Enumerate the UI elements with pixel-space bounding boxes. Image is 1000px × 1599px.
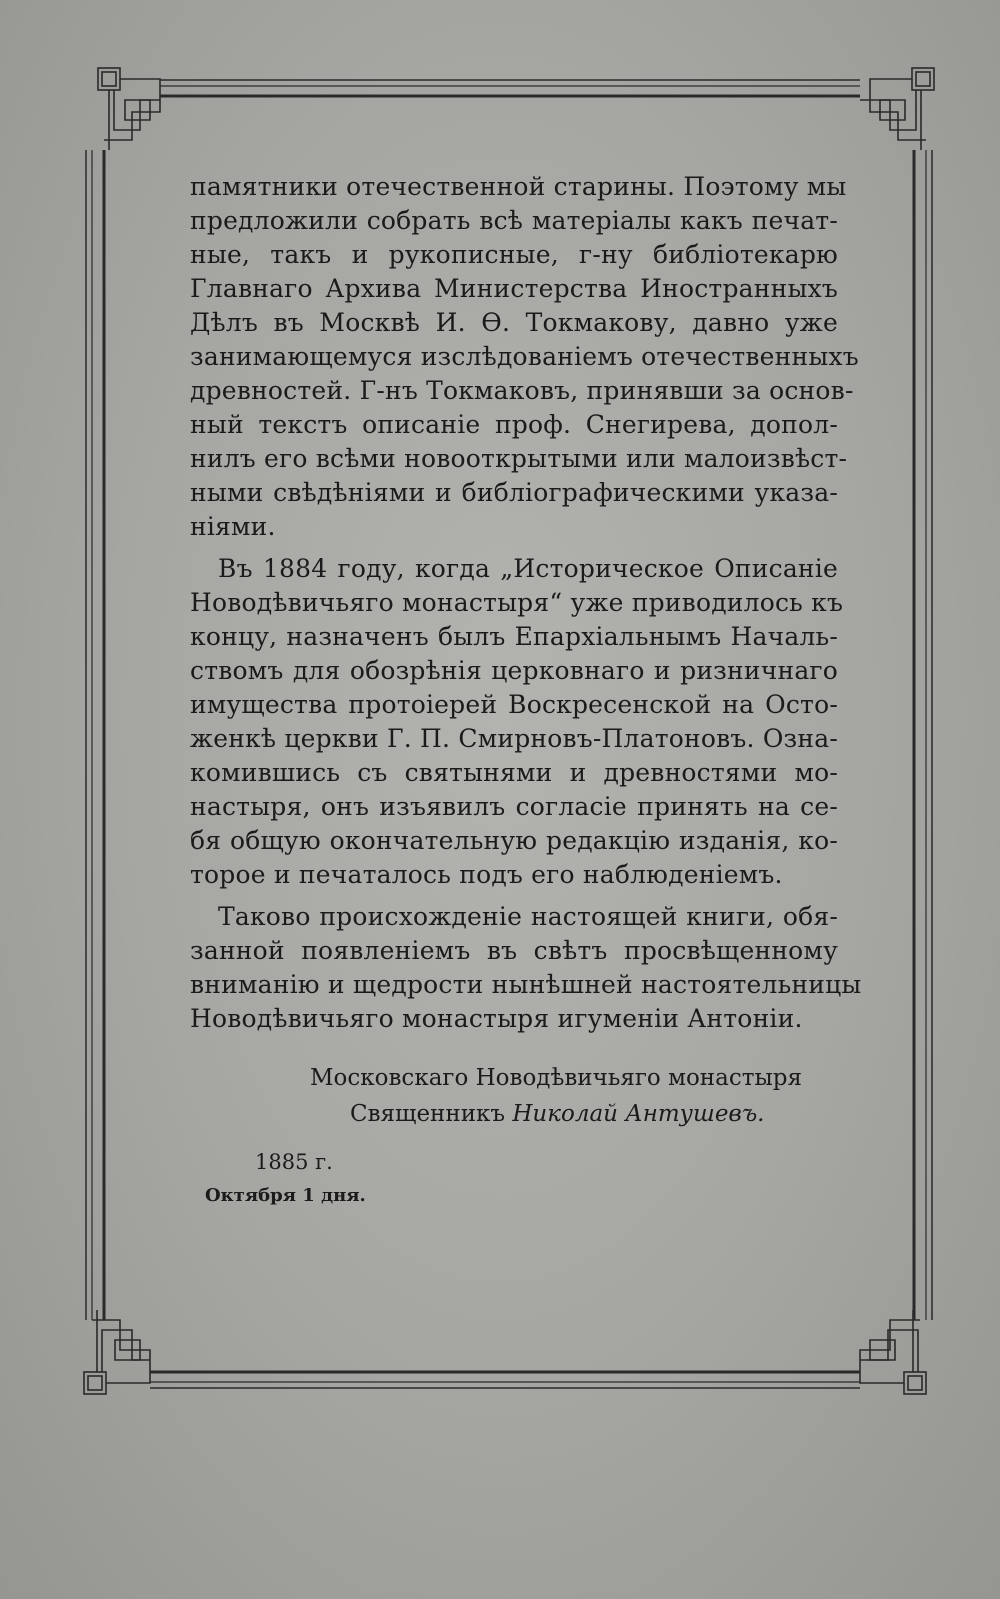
text-line: ніями. (190, 512, 276, 541)
paragraph-3 (190, 900, 862, 1036)
signature-institution: Московскаго Новодѣвичьяго монастыря (309, 1065, 802, 1091)
text-line: ный текстъ описаніе проф. Снегирева, допол- (190, 410, 838, 439)
text-line: имущества протоіерей Воскресенской на Осто- (190, 690, 838, 719)
signature-author (190, 1096, 838, 1132)
signature-title: Священникъ (350, 1101, 506, 1127)
text-line: ствомъ для обозрѣнія церковнаго и ризничнаго (190, 656, 838, 685)
text-line: занимающемуся изслѣдованіемъ отечественныхъ (190, 342, 859, 371)
text-line: занной появленіемъ въ свѣтъ просвѣщенному (190, 936, 838, 965)
text-line: женкѣ церкви Г. П. Смирновъ-Платоновъ. Озна- (190, 724, 838, 753)
text-line: древностей. Г-нъ Токмаковъ, принявши за основ- (190, 376, 854, 405)
text-line: ные, такъ и рукописные, г-ну библіотекарю (190, 240, 838, 269)
main-text (190, 170, 862, 1036)
text-line: бя общую окончательную редакцію изданія, ко- (190, 826, 838, 855)
signature-name: Николай Антушевъ. (512, 1101, 765, 1127)
text-line: вниманію и щедрости нынѣшней настоятельницы (190, 970, 862, 999)
text-line: предложили собрать всѣ матеріалы какъ печат- (190, 206, 838, 235)
signature-block (190, 1060, 838, 1132)
text-line: Новодѣвичьяго монастыря игуменіи Антоніи. (190, 1004, 803, 1033)
text-line: комившись съ святынями и древностями мо- (190, 758, 838, 787)
text-line: концу, назначенъ былъ Епархіальнымъ Началь- (190, 622, 838, 651)
text-line: памятники отечественной старины. Поэтому мы (190, 172, 847, 201)
text-line: Главнаго Архива Министерства Иностранныхъ (190, 274, 838, 303)
text-line: ными свѣдѣніями и библіографическими указа- (190, 478, 838, 507)
paragraph-1 (190, 170, 859, 544)
text-line: Таково происхожденіе настоящей книги, обя- (218, 902, 838, 931)
date-day: Октября 1 дня. (205, 1185, 366, 1206)
text-line: настыря, онъ изъявилъ согласіе принять на се- (190, 792, 838, 821)
text-line: торое и печаталось подъ его наблюденіемъ. (190, 860, 783, 889)
text-line: Новодѣвичьяго монастыря“ уже приводилось къ (190, 588, 844, 617)
text-line: Въ 1884 году, когда „Историческое Описаніе (218, 554, 838, 583)
paragraph-2 (190, 552, 844, 892)
text-line: Дѣлъ въ Москвѣ И. Ѳ. Токмакову, давно уже (190, 308, 838, 337)
text-line: нилъ его всѣми новооткрытыми или малоизвѣст- (190, 444, 848, 473)
date-year: 1885 г. (255, 1150, 333, 1174)
